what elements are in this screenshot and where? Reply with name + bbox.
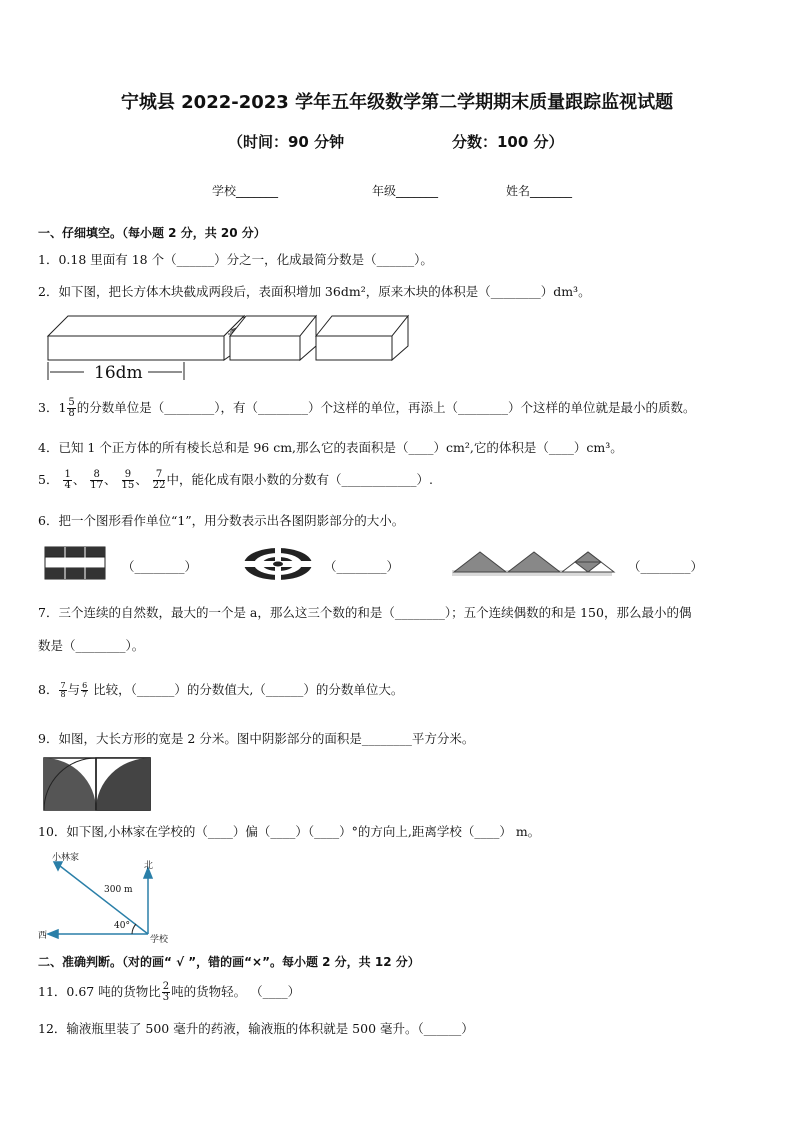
length-label: 16dm — [94, 363, 143, 382]
answer-blank-6c[interactable]: （________） — [628, 559, 704, 574]
question-7-cont: 数是（________）。 — [38, 638, 145, 653]
ring-figure — [242, 546, 314, 582]
quarter-circle-figure — [42, 756, 154, 812]
question-5: 5． $\frac{1}{4}$ 、 $\frac{8}{17}$ 、 $\frac{9}{15}$ 、 $\frac{7}{22}$ 中，能化成有限小数的分数有（____________）. — [38, 469, 433, 491]
grade-field[interactable]: 年级_______ — [372, 184, 439, 198]
question-10: 10．如下图,小林家在学校的（____）偏（____）（____）°的方向上,距离学校（____） m。 — [38, 824, 541, 839]
distance-label: 300 m — [104, 885, 133, 895]
question-6: 6．把一个图形看作单位“1”，用分数表示出各图阴影部分的大小。 — [38, 513, 405, 528]
question-9: 9．如图，大长方形的宽是 2 分米。图中阴影部分的面积是________平方分米。 — [38, 731, 475, 746]
section-2-heading: 二、准确判断。（对的画“ √ ”，错的画“×”。每小题 2 分，共 12 分） — [38, 955, 420, 969]
cuboid-figure — [44, 306, 414, 382]
question-11: 11．0.67 吨的货物比 $\frac{2}{3}$ 吨的货物轻。 （____） — [38, 981, 301, 1003]
fraction: $\frac{5}{8}$ — [68, 397, 75, 419]
question-3: 3．1 $\frac{5}{8}$ 的分数单位是（________），有（________）个这样的单位，再添上（________）个这样的单位就是最小的质数。 — [38, 397, 696, 419]
triangles-figure — [450, 548, 616, 580]
angle-label: 40° — [114, 921, 130, 931]
exam-score: 分数：100 分） — [452, 133, 564, 151]
question-2: 2．如下图，把长方体木块截成两段后，表面积增加 36dm²，原来木块的体积是（________）dm³。 — [38, 284, 591, 299]
page-title: 宁城县 2022-2023 学年五年级数学第二学期期末质量跟踪监视试题 — [120, 92, 674, 113]
home-label: 小林家 — [52, 853, 80, 863]
question-1: 1．0.18 里面有 18 个（______）分之一，化成最简分数是（______）。 — [38, 252, 433, 267]
direction-diagram — [36, 848, 196, 946]
question-12: 12．输液瓶里装了 500 毫升的药液，输液瓶的体积就是 500 毫升。（______） — [38, 1021, 474, 1036]
exam-time: （时间：90 分钟 — [228, 133, 345, 151]
section-1-heading: 一、仔细填空。（每小题 2 分，共 20 分） — [38, 226, 266, 240]
school-label: 学校 — [150, 935, 169, 945]
west-label: 西 — [38, 931, 48, 941]
school-field[interactable]: 学校_______ — [212, 184, 279, 198]
question-4: 4．已知 1 个正方体的所有棱长总和是 96 cm,那么它的表面积是（____）cm²,它的体积是（____）cm³。 — [38, 440, 623, 455]
grid-figure — [44, 546, 108, 580]
north-label: 北 — [144, 861, 154, 871]
question-7: 7．三个连续的自然数，最大的一个是 a，那么这三个数的和是（________）；五个连续偶数的和是 150，那么最小的偶 — [38, 605, 692, 620]
question-8: 8． $\frac{7}{8}$ 与 $\frac{6}{7}$ 比较，（______）的分数值大,（______）的分数单位大。 — [38, 681, 404, 699]
answer-blank-6a[interactable]: （________） — [122, 559, 198, 574]
name-field[interactable]: 姓名_______ — [506, 184, 573, 198]
answer-blank-6b[interactable]: （________） — [324, 559, 400, 574]
